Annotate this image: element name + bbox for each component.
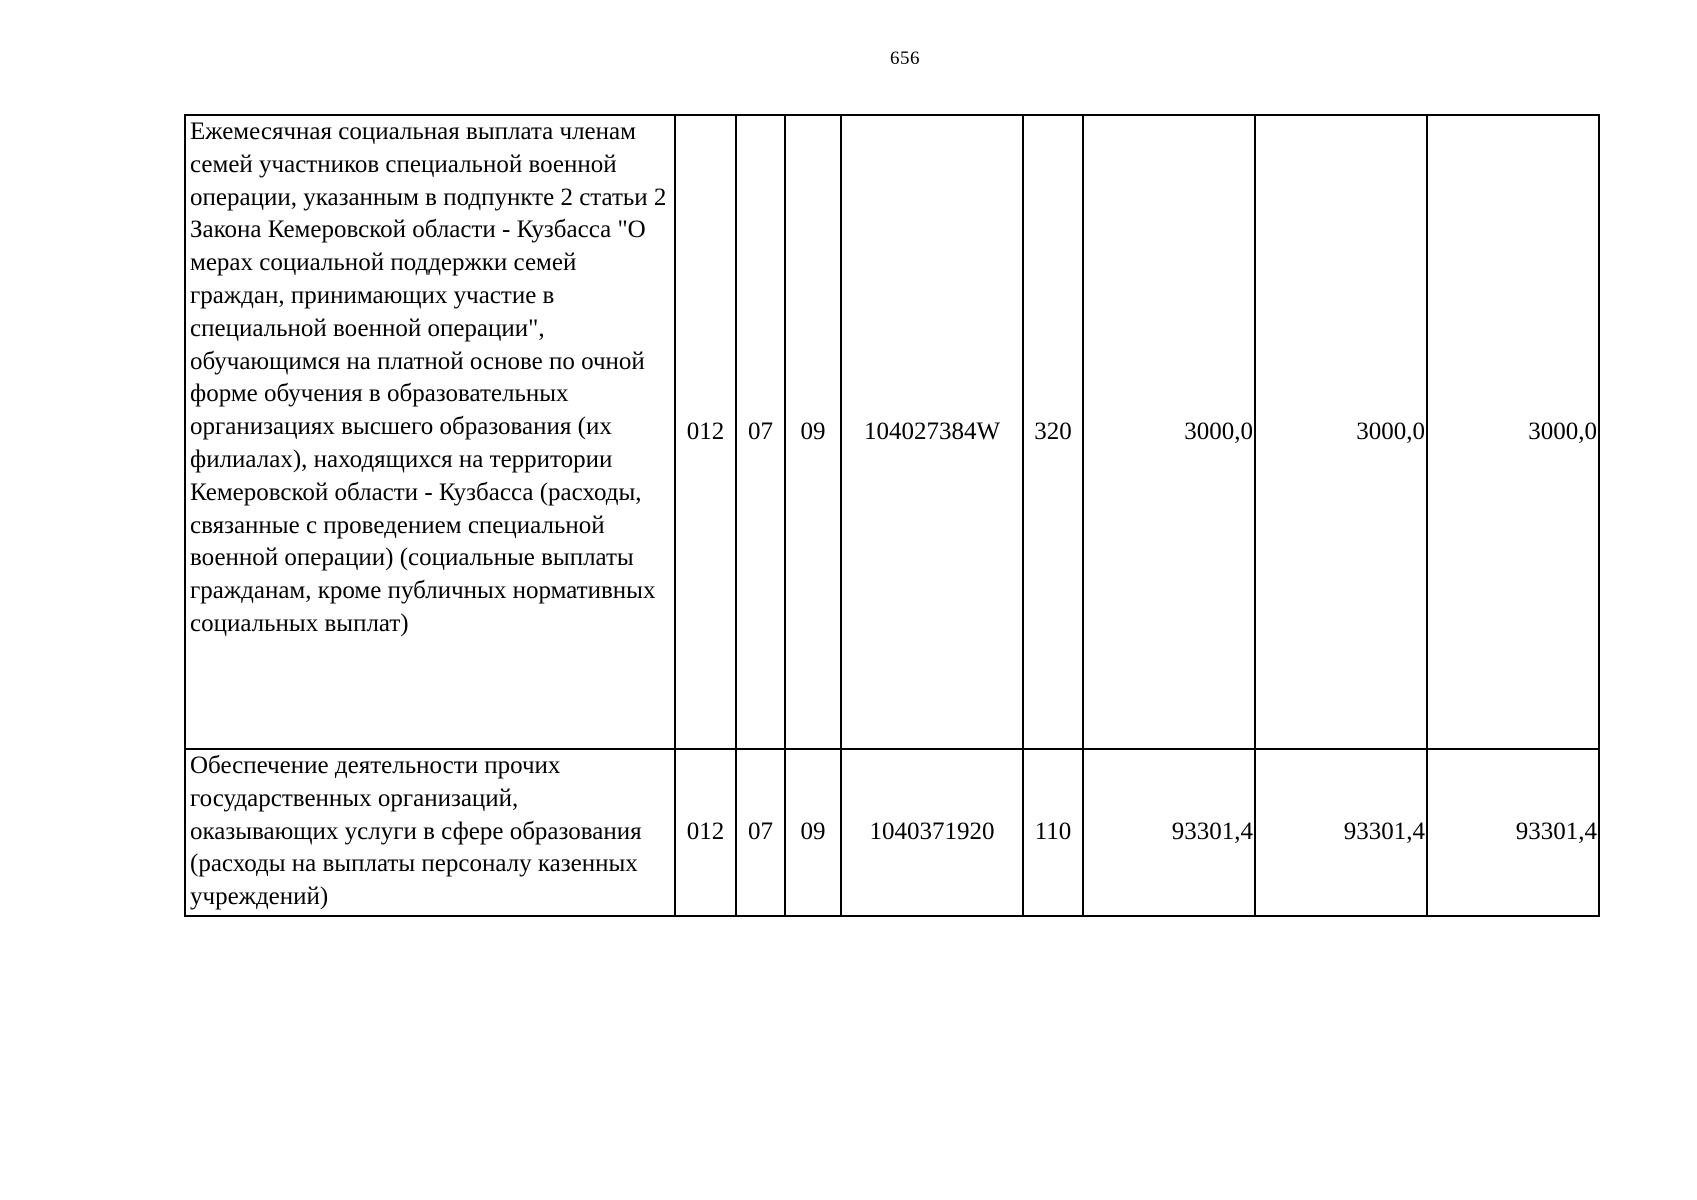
row-description: Обеспечение деятельности прочих государственных организаций, оказывающих услуги в сфере образования (расходы на выплаты персоналу казенных учреждений) [185,749,675,916]
expense-type-code: 320 [1023,115,1083,749]
section-code: 07 [736,115,785,749]
ministry-code: 012 [675,115,736,749]
amount-cell: 3000,0 [1083,115,1255,749]
amount-cell: 93301,4 [1255,749,1427,916]
row-description: Ежемесячная социальная выплата членам семей участников специальной военной операции, указанным в подпункте 2 статьи 2 Закона Кемеровской области - Кузбасса "О мерах социальной поддержки семей граждан, принимающих участие в специальной военной операции", обучающимся на платной основе по очной форме обучения в образовательных организациях высшего образования (их филиалах), находящихся на территории Кемеровской области - Кузбасса (расходы, связанные с проведением специальной военной операции) (социальные выплаты гражданам, кроме публичных нормативных социальных выплат) [185,115,675,749]
amount-cell: 93301,4 [1427,749,1599,916]
budget-table [184,114,1600,917]
amount-cell: 93301,4 [1083,749,1255,916]
target-article-code: 104027384W [841,115,1023,749]
ministry-code: 012 [675,749,736,916]
table-row [185,115,1599,749]
amount-cell: 3000,0 [1255,115,1427,749]
section-code: 07 [736,749,785,916]
subsection-code: 09 [785,749,841,916]
target-article-code: 1040371920 [841,749,1023,916]
table-row [185,749,1599,916]
subsection-code: 09 [785,115,841,749]
expense-type-code: 110 [1023,749,1083,916]
page-number: 656 [890,48,920,69]
amount-cell: 3000,0 [1427,115,1599,749]
